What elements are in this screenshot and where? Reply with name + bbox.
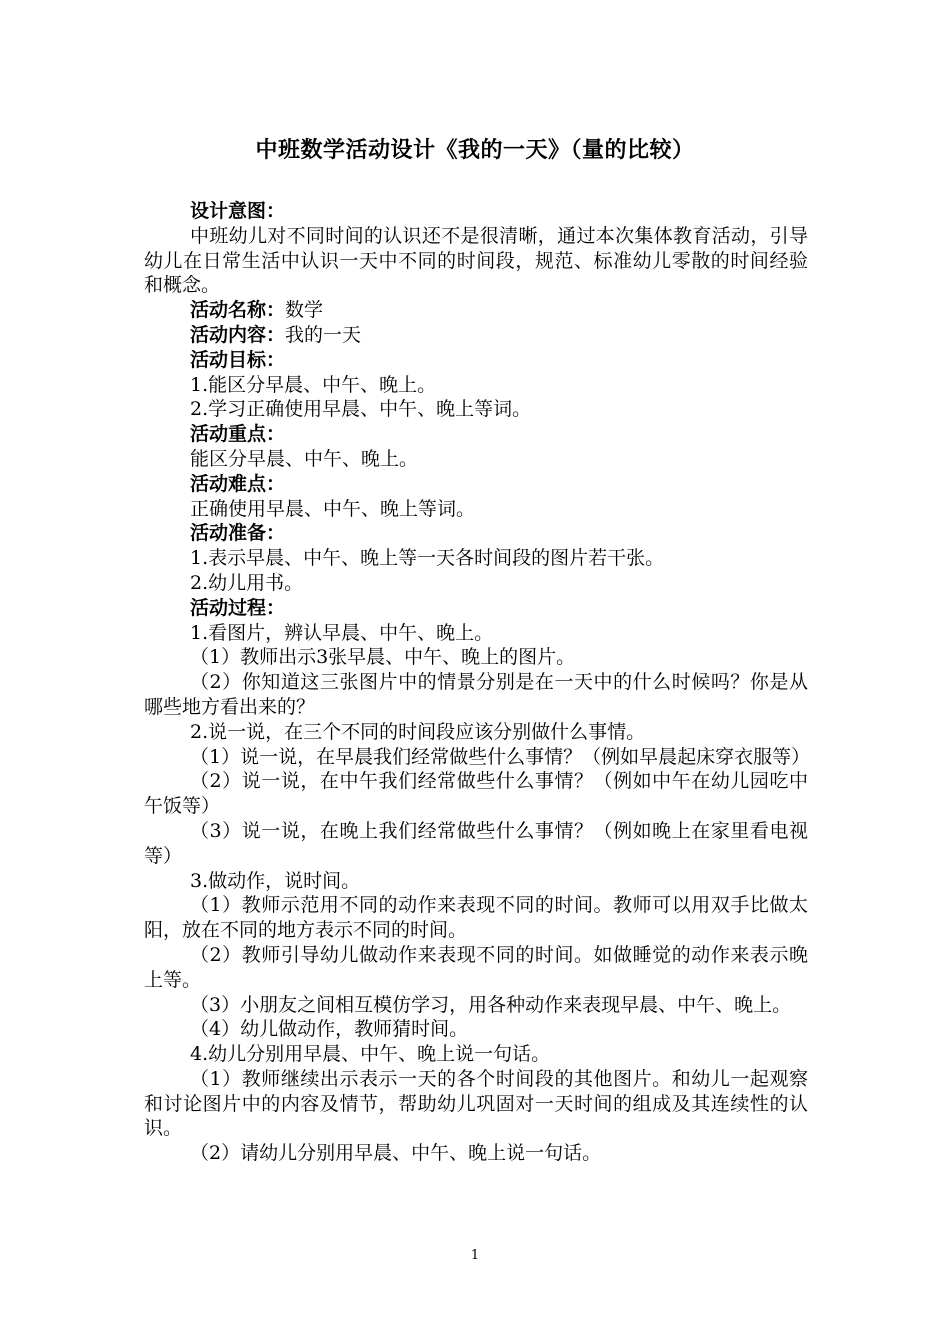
preparation-item: 2.幼儿用书。	[190, 571, 304, 594]
process-step: （2）你知道这三张图片中的情景分别是在一天中的什么时候吗？你是从哪些地方看出来的？	[144, 671, 808, 718]
activity-content-label: 活动内容：	[190, 323, 286, 346]
process-step: （1）教师示范用不同的动作来表现不同的时间。教师可以用双手比做太阳，放在不同的地方表示不同的时间。	[144, 894, 808, 942]
key-point-heading: 活动重点：	[190, 423, 286, 446]
process-step: （1）教师继续出示表示一天的各个时间段的其他图片。和幼儿一起观察和讨论图片中的内容及情节，帮助幼儿巩固对一天时间的组成及其连续性的认识。	[144, 1067, 808, 1140]
goal-item: 2.学习正确使用早晨、中午、晚上等词。	[190, 398, 532, 421]
preparation-item: 1.表示早晨、中午、晚上等一天各时间段的图片若干张。	[190, 547, 665, 570]
process-step: （1）说一说，在早晨我们经常做些什么事情？（例如早晨起床穿衣服等）	[190, 745, 811, 768]
process-step: （2）教师引导幼儿做动作来表现不同的时间。如做睡觉的动作来表示晚上等。	[144, 943, 808, 991]
activity-name-label: 活动名称：	[190, 299, 286, 322]
goals-heading: 活动目标：	[190, 348, 286, 371]
activity-content-value: 我的一天	[285, 323, 362, 346]
key-point-text: 能区分早晨、中午、晚上。	[190, 447, 419, 470]
page-number: 1	[470, 1248, 480, 1263]
document-title: 中班数学活动设计《我的一天》（量的比较）	[255, 137, 695, 163]
process-step: （3）说一说，在晚上我们经常做些什么事情？（例如晚上在家里看电视等）	[144, 819, 808, 867]
process-step: 4.幼儿分别用早晨、中午、晚上说一句话。	[190, 1043, 551, 1066]
process-step: （4）幼儿做动作，教师猜时间。	[190, 1018, 469, 1041]
preparation-heading: 活动准备：	[190, 522, 286, 545]
document-body	[144, 199, 811, 1166]
goal-item: 1.能区分早晨、中午、晚上。	[190, 373, 437, 396]
activity-name-line	[144, 298, 808, 323]
process-step: （1）教师出示3张早晨、中午、晚上的图片。	[190, 646, 576, 669]
difficulty-heading: 活动难点：	[190, 472, 286, 495]
design-intent-text: 中班幼儿对不同时间的认识还不是很清晰，通过本次集体教育活动，引导幼儿在日常生活中认识一天中不同的时间段，规范、标准幼儿零散的时间经验和概念。	[144, 224, 808, 297]
process-step: （2）请幼儿分别用早晨、中午、晚上说一句话。	[190, 1142, 602, 1165]
process-step: （2）说一说，在中午我们经常做些什么事情？（例如中午在幼儿园吃中午饭等）	[144, 770, 808, 818]
activity-name-value: 数学	[285, 299, 324, 322]
process-step: 2.说一说，在三个不同的时间段应该分别做什么事情。	[190, 720, 646, 743]
process-heading: 活动过程：	[190, 596, 286, 619]
design-intent-heading: 设计意图：	[190, 200, 286, 222]
difficulty-text: 正确使用早晨、中午、晚上等词。	[190, 497, 476, 520]
process-step: （3）小朋友之间相互模仿学习，用各种动作来表现早晨、中午、晚上。	[190, 993, 792, 1016]
activity-content-line	[144, 323, 808, 348]
process-step: 1.看图片，辨认早晨、中午、晚上。	[190, 621, 494, 644]
process-step: 3.做动作，说时间。	[190, 869, 361, 892]
